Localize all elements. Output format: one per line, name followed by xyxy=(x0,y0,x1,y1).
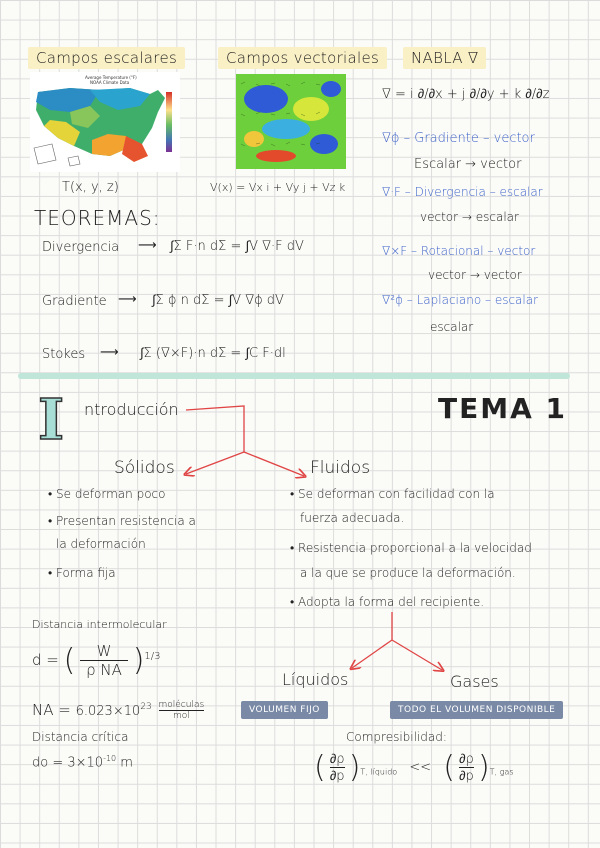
fluidos-bullet: a la que se produce la deformación. xyxy=(300,566,516,580)
operator-laplaciano-map: escalar xyxy=(430,320,474,334)
tema-title: TEMA 1 xyxy=(438,392,567,425)
operator-rotacional: ∇×F – Rotacional – vector xyxy=(382,244,536,258)
operator-gradiente-map: Escalar → vector xyxy=(414,157,522,172)
fluidos-bullet: • Se deforman con facilidad con la xyxy=(290,487,495,501)
fluidos-bullet: • Adopta la forma del recipiente. xyxy=(290,595,485,609)
liquidos-title: Líquidos xyxy=(282,670,349,689)
operator-divergencia: ∇·F – Divergencia – escalar xyxy=(382,185,543,199)
teoremas-title: TEOREMAS: xyxy=(34,206,161,230)
nabla-definition: ∇ = i ∂/∂x + j ∂/∂y + k ∂/∂z xyxy=(382,87,550,102)
intro-title-rest: ntroducción xyxy=(84,400,179,419)
critica-formula xyxy=(32,754,133,770)
critica-exponent: -10 xyxy=(103,754,117,763)
arrow-icon: ⟶ xyxy=(118,292,137,307)
exponent: 1/3 xyxy=(144,651,161,662)
rhs-denominator: ∂p xyxy=(459,769,474,784)
avogadro-formula xyxy=(32,700,204,721)
teorema-stokes-formula: ∫Σ (∇×F)·n dΣ = ∫C F·dl xyxy=(140,346,286,361)
solidos-bullet: • Se deforman poco xyxy=(48,487,166,501)
fluidos-bullet: • Resistencia proporcional a la velocidad xyxy=(290,541,532,555)
map-title-2: NOAA Climate Data xyxy=(90,80,130,85)
op-name: Gradiente xyxy=(414,131,479,146)
critica-value: do = 3×10 xyxy=(32,755,104,771)
operator-rotacional-map: vector → vector xyxy=(428,268,522,282)
op-symbol: ∇×F xyxy=(382,244,408,258)
op-symbol: ∇·F xyxy=(382,185,401,199)
op-name: Laplaciano xyxy=(416,293,482,307)
op-symbol: ∇²ϕ xyxy=(382,293,403,307)
solidos-bullet: • Forma fija xyxy=(48,566,116,580)
op-type: vector xyxy=(493,131,535,146)
distancia-label: Distancia intermolecular xyxy=(32,618,167,631)
vector-caption: V(x) = Vx i + Vy j + Vz k xyxy=(210,181,346,194)
gases-title: Gases xyxy=(450,672,499,691)
distancia-formula: d = ( $\frac{W}{\text{ρ NA}}$ )$^{1/3}$ xyxy=(32,642,161,679)
title-campos-escalares: Campos escalares xyxy=(28,47,185,69)
unit-denominator: mol xyxy=(172,711,190,721)
critica-label: Distancia crítica xyxy=(32,730,129,744)
comparison-operator: << xyxy=(409,760,432,775)
operator-gradiente: ∇ϕ – Gradiente – vector xyxy=(382,131,535,146)
teorema-gradiente-formula: ∫Σ ϕ n dΣ = ∫V ∇ϕ dV xyxy=(152,293,284,308)
critica-unit: m xyxy=(120,755,133,771)
lhs-denominator: ∂p xyxy=(329,769,345,784)
solidos-bullet: • Presentan resistencia a xyxy=(48,514,196,528)
lhs-subscript: T, líquido xyxy=(360,767,398,777)
fraction-numerator: W xyxy=(80,642,128,661)
fluidos-bullet: fuerza adecuada. xyxy=(300,511,405,525)
fraction-denominator: ρ NA xyxy=(86,661,122,679)
operator-laplaciano: ∇²ϕ – Laplaciano – escalar xyxy=(382,293,539,307)
op-symbol: ∇ϕ xyxy=(382,131,400,146)
compresibilidad-label: Compresibilidad: xyxy=(346,730,447,744)
na-value: 6.023×10 xyxy=(75,704,141,719)
op-name: Divergencia xyxy=(414,185,486,199)
scalar-caption: T(x, y, z) xyxy=(62,180,119,195)
compresibilidad-formula: ( $\frac{\partial\rho}{\partial p}$ )$_{T, líquido}$ << ( $\frac{\partial\rho}{\partial p}$ )$_{T, gas}$ xyxy=(314,750,514,785)
teorema-divergencia-formula: ∫Σ F·n dΣ = ∫V ∇·F dV xyxy=(170,239,304,254)
map-title-1: Average Temperature (°F) xyxy=(85,75,137,80)
arrow-icon: ⟶ xyxy=(100,345,119,360)
op-type: escalar xyxy=(499,185,543,199)
fluidos-title: Fluidos xyxy=(310,458,371,478)
title-nabla: NABLA ∇ xyxy=(403,47,486,69)
volumen-disponible-tag: TODO EL VOLUMEN DISPONIBLE xyxy=(390,701,563,719)
unit-numerator: moléculas xyxy=(158,700,205,710)
solidos-bullet: la deformación xyxy=(56,537,146,551)
volumen-fijo-tag: VOLUMEN FIJO xyxy=(241,701,328,719)
intro-initial-letter: I xyxy=(38,387,65,453)
rhs-numerator: ∂ρ xyxy=(459,752,474,767)
teorema-gradiente-name: Gradiente xyxy=(42,294,107,309)
na-exponent: 23 xyxy=(140,702,152,712)
teorema-divergencia-name: Divergencia xyxy=(42,240,120,255)
formula-lhs: d = xyxy=(32,651,59,669)
rhs-subscript: T, gas xyxy=(489,767,514,777)
arrow-icon: ⟶ xyxy=(138,238,157,253)
title-campos-vectoriales: Campos vectoriales xyxy=(218,47,387,69)
op-type: escalar xyxy=(494,293,539,307)
teorema-stokes-name: Stokes xyxy=(42,347,86,362)
solidos-title: Sólidos xyxy=(114,458,175,478)
operator-divergencia-map: vector → escalar xyxy=(420,210,519,224)
na-lhs: NA = xyxy=(32,701,71,719)
op-type: vector xyxy=(497,244,536,258)
lhs-numerator: ∂ρ xyxy=(329,752,345,767)
op-name: Rotacional xyxy=(420,244,484,258)
